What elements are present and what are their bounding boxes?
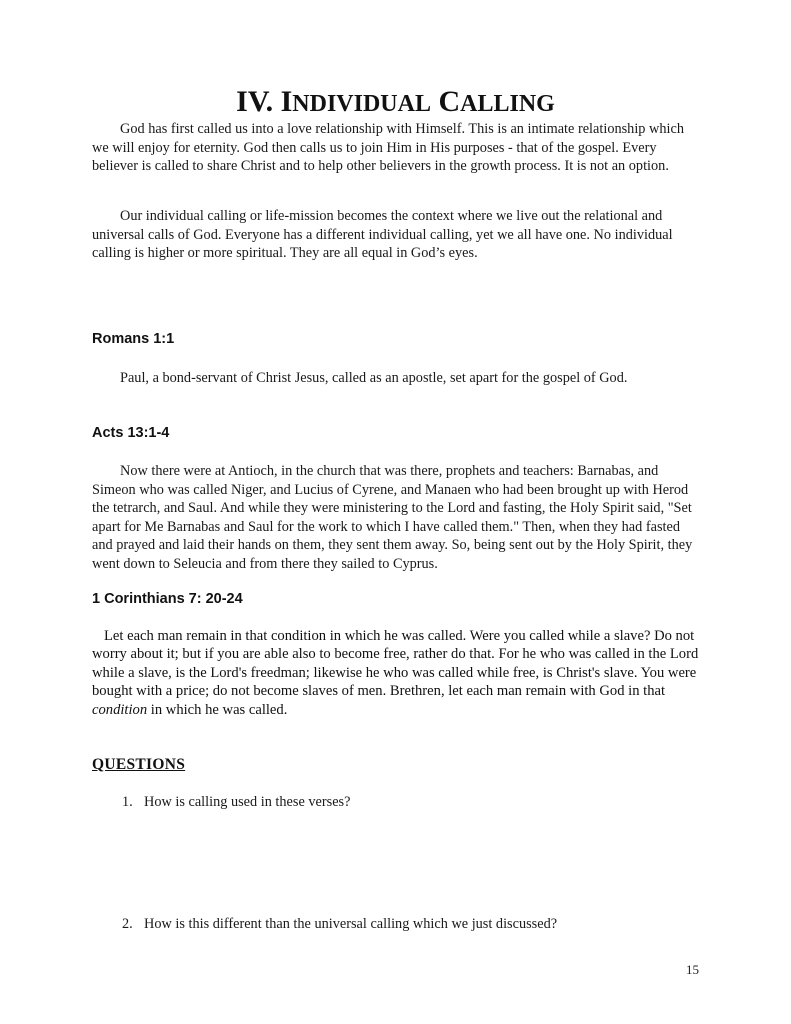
- romans-verse: [92, 369, 702, 388]
- question-2: [122, 916, 557, 933]
- questions-heading: QUESTIONS: [92, 756, 186, 773]
- question-1: [122, 794, 350, 811]
- question-1-number: 1.: [122, 794, 133, 810]
- corinthians-verse: [92, 627, 717, 719]
- title-word1-smallcaps: NDIVIDUAL: [292, 91, 431, 118]
- title-word2-initial: C: [438, 85, 461, 119]
- title-numeral: IV. I: [236, 85, 293, 119]
- intro-paragraph-2-text: Our individual calling or life-mission becomes the context where we live out the relational and universal calls of God. Everyone has a different individual calling, yet we all have one. No individual calling is higher or more spiritual. They are all equal in God’s eyes.: [92, 208, 673, 261]
- title-word2-smallcaps: ALLING: [460, 91, 555, 118]
- question-2-text: How is this different than the universal calling which we just discussed?: [144, 916, 558, 932]
- page-number: 15: [686, 962, 699, 977]
- corinthians-verse-text-end: in which he was called.: [147, 701, 288, 718]
- corinthians-verse-italic: condition: [92, 701, 148, 718]
- acts-heading: Acts 13:1-4: [92, 425, 170, 441]
- romans-verse-text: Paul, a bond-servant of Christ Jesus, called as an apostle, set apart for the gospel of God.: [120, 370, 628, 386]
- intro-paragraph-1-text: God has first called us into a love relationship with Himself. This is an intimate relationship which we will enjoy for eternity. God then calls us to join Him in His purposes - that of the gospel. Every believer is called to share Christ and to help other believers in the growth process. It is not an option.: [92, 121, 684, 174]
- intro-paragraph-2: [92, 207, 702, 263]
- romans-heading: Romans 1:1: [92, 331, 175, 347]
- acts-verse-text: Now there were at Antioch, in the church that was there, prophets and teachers: Barnabas, and Simeon who was called Niger, and Lucius of Cyrene, and Manaen who had been brought up with Herod the tetrarch, and Saul. And while they were ministering to the Lord and fasting, the Holy Spirit said, "Set apart for Me Barnabas and Saul for the work to which I have called them." Then, when they had fasted and prayed and laid their hands on them, they sent them away. So, being sent out by the Holy Spirit, they went down to Seleucia and from there they sailed to Cyprus.: [92, 463, 693, 572]
- page-title: [0, 82, 791, 124]
- question-2-number: 2.: [122, 916, 133, 932]
- acts-verse: [92, 462, 702, 573]
- question-1-text: How is calling used in these verses?: [144, 794, 351, 810]
- corinthians-heading: 1 Corinthians 7: 20-24: [92, 591, 243, 607]
- corinthians-verse-text: Let each man remain in that condition in which he was called. Were you called while a slave? Do not worry about it; but if you are able also to become free, rather do that. For he who was called in the Lord while a slave, is the Lord's freedman; likewise he who was called while free, is Christ's slave. You were bought with a price; do not become slaves of men. Brethren, let each man remain with God in that: [92, 628, 699, 700]
- intro-paragraph-1: [92, 120, 702, 176]
